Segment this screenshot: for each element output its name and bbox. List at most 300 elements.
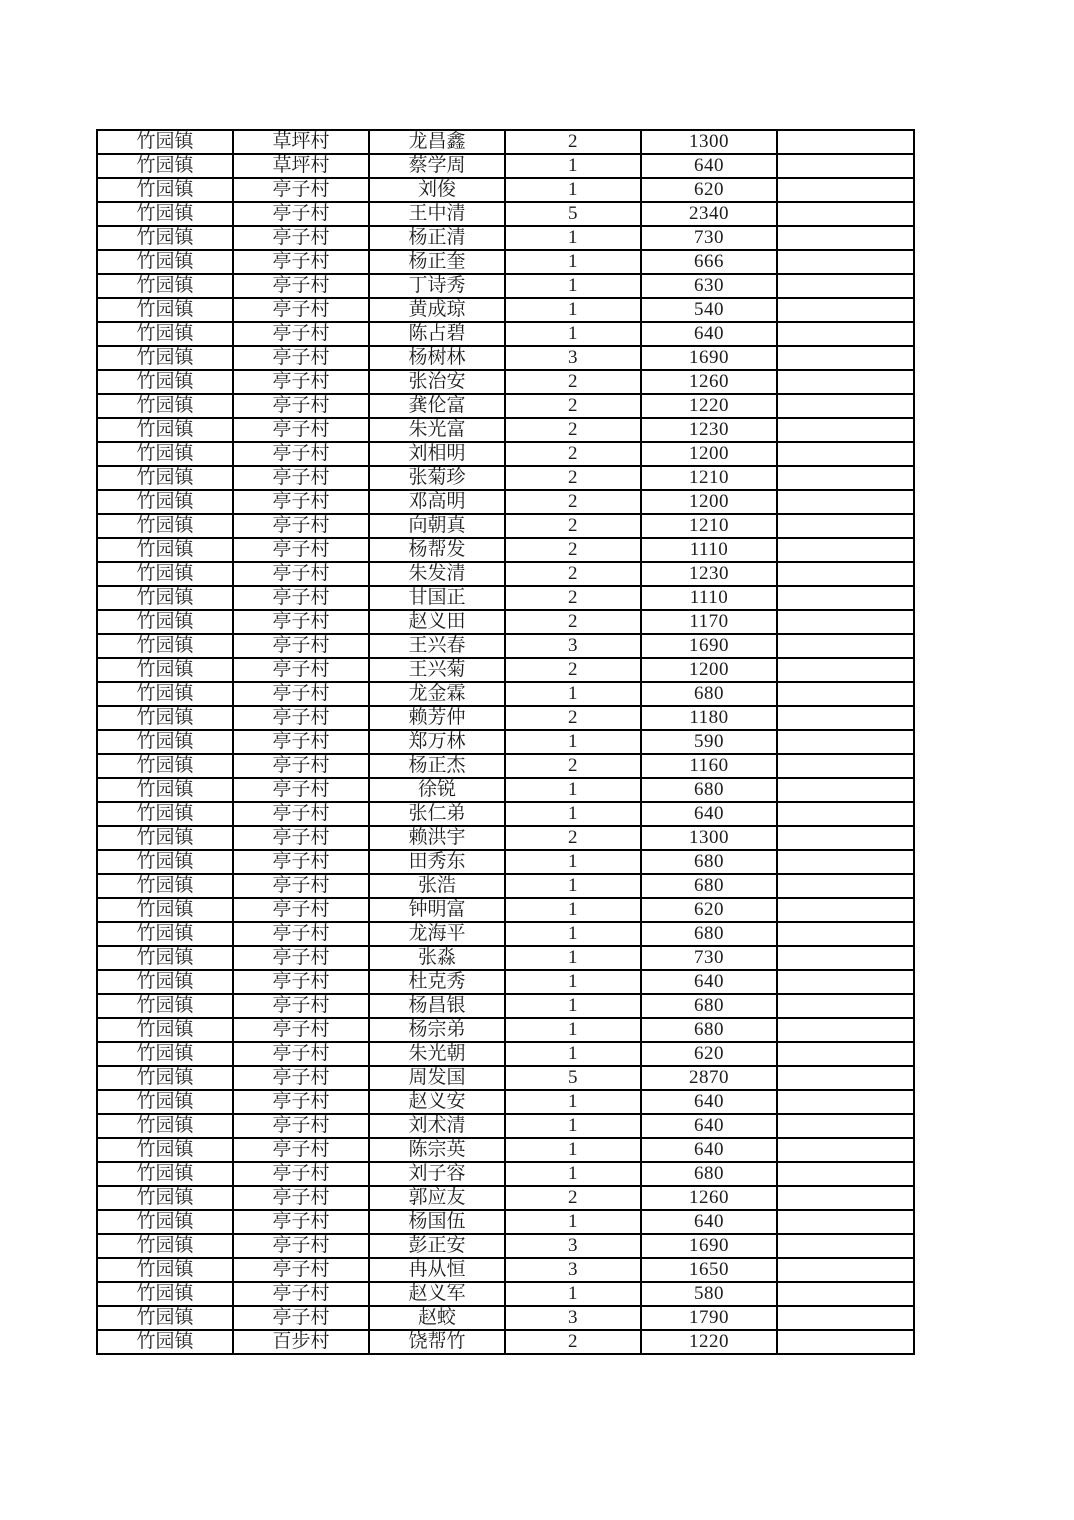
cell-remark: [777, 370, 914, 394]
cell-village: 亭子村: [233, 538, 369, 562]
cell-remark: [777, 1282, 914, 1306]
table-row: [97, 730, 914, 754]
table-row: [97, 1090, 914, 1114]
cell-remark: [777, 298, 914, 322]
cell-village: 草坪村: [233, 130, 369, 154]
cell-amount: 1210: [641, 514, 777, 538]
cell-amount: 640: [641, 1138, 777, 1162]
cell-person-name: 赵义军: [369, 1282, 505, 1306]
cell-remark: [777, 898, 914, 922]
cell-amount: 1300: [641, 130, 777, 154]
cell-remark: [777, 130, 914, 154]
cell-person-name: 郭应友: [369, 1186, 505, 1210]
cell-town: 竹园镇: [97, 1306, 233, 1330]
cell-person-name: 黄成琼: [369, 298, 505, 322]
table-row: [97, 682, 914, 706]
cell-count: 1: [505, 682, 641, 706]
table-row: [97, 394, 914, 418]
cell-count: 2: [505, 490, 641, 514]
cell-person-name: 徐锐: [369, 778, 505, 802]
cell-town: 竹园镇: [97, 1258, 233, 1282]
table-row: [97, 490, 914, 514]
cell-village: 亭子村: [233, 226, 369, 250]
cell-village: 亭子村: [233, 394, 369, 418]
cell-count: 1: [505, 1090, 641, 1114]
cell-count: 2: [505, 754, 641, 778]
cell-amount: 540: [641, 298, 777, 322]
cell-town: 竹园镇: [97, 1210, 233, 1234]
cell-remark: [777, 1186, 914, 1210]
cell-amount: 730: [641, 226, 777, 250]
cell-amount: 1260: [641, 1186, 777, 1210]
cell-village: 亭子村: [233, 1114, 369, 1138]
cell-village: 亭子村: [233, 826, 369, 850]
cell-count: 1: [505, 850, 641, 874]
cell-village: 亭子村: [233, 682, 369, 706]
cell-amount: 630: [641, 274, 777, 298]
cell-amount: 1230: [641, 562, 777, 586]
cell-count: 2: [505, 562, 641, 586]
cell-count: 2: [505, 442, 641, 466]
cell-count: 1: [505, 1138, 641, 1162]
cell-amount: 680: [641, 850, 777, 874]
cell-town: 竹园镇: [97, 178, 233, 202]
cell-town: 竹园镇: [97, 970, 233, 994]
cell-count: 2: [505, 538, 641, 562]
cell-person-name: 杨正清: [369, 226, 505, 250]
cell-person-name: 钟明富: [369, 898, 505, 922]
cell-count: 1: [505, 274, 641, 298]
cell-person-name: 朱光富: [369, 418, 505, 442]
cell-amount: 620: [641, 1042, 777, 1066]
cell-count: 1: [505, 778, 641, 802]
cell-person-name: 龚伦富: [369, 394, 505, 418]
cell-count: 3: [505, 1234, 641, 1258]
cell-person-name: 赵蛟: [369, 1306, 505, 1330]
cell-count: 1: [505, 1282, 641, 1306]
cell-person-name: 张仁弟: [369, 802, 505, 826]
cell-remark: [777, 778, 914, 802]
cell-remark: [777, 1330, 914, 1354]
table-row: [97, 1306, 914, 1330]
cell-town: 竹园镇: [97, 274, 233, 298]
cell-remark: [777, 562, 914, 586]
cell-remark: [777, 178, 914, 202]
table-row: [97, 250, 914, 274]
cell-amount: 580: [641, 1282, 777, 1306]
cell-remark: [777, 946, 914, 970]
cell-person-name: 张菊珍: [369, 466, 505, 490]
cell-person-name: 邓高明: [369, 490, 505, 514]
cell-person-name: 杨帮发: [369, 538, 505, 562]
cell-amount: 640: [641, 970, 777, 994]
cell-amount: 2870: [641, 1066, 777, 1090]
table-row: [97, 826, 914, 850]
cell-village: 亭子村: [233, 1138, 369, 1162]
cell-person-name: 蔡学周: [369, 154, 505, 178]
cell-village: 亭子村: [233, 730, 369, 754]
cell-person-name: 饶帮竹: [369, 1330, 505, 1354]
cell-amount: 1690: [641, 1234, 777, 1258]
cell-village: 亭子村: [233, 754, 369, 778]
cell-town: 竹园镇: [97, 418, 233, 442]
cell-village: 亭子村: [233, 1306, 369, 1330]
cell-amount: 680: [641, 1162, 777, 1186]
cell-person-name: 杨正奎: [369, 250, 505, 274]
cell-person-name: 龙昌鑫: [369, 130, 505, 154]
cell-amount: 1110: [641, 538, 777, 562]
cell-remark: [777, 250, 914, 274]
cell-town: 竹园镇: [97, 298, 233, 322]
cell-remark: [777, 154, 914, 178]
table-row: [97, 346, 914, 370]
cell-person-name: 王中清: [369, 202, 505, 226]
cell-village: 亭子村: [233, 778, 369, 802]
table-row: [97, 514, 914, 538]
cell-village: 草坪村: [233, 154, 369, 178]
cell-amount: 2340: [641, 202, 777, 226]
cell-village: 亭子村: [233, 634, 369, 658]
cell-person-name: 周发国: [369, 1066, 505, 1090]
cell-amount: 1200: [641, 442, 777, 466]
cell-remark: [777, 1042, 914, 1066]
cell-person-name: 张淼: [369, 946, 505, 970]
cell-count: 1: [505, 298, 641, 322]
data-table: [96, 129, 915, 1355]
cell-village: 亭子村: [233, 1186, 369, 1210]
cell-remark: [777, 730, 914, 754]
cell-count: 3: [505, 1306, 641, 1330]
cell-village: 亭子村: [233, 274, 369, 298]
cell-amount: 640: [641, 802, 777, 826]
table-row: [97, 778, 914, 802]
cell-person-name: 丁诗秀: [369, 274, 505, 298]
cell-count: 1: [505, 874, 641, 898]
cell-count: 2: [505, 1186, 641, 1210]
table-row: [97, 754, 914, 778]
cell-village: 亭子村: [233, 442, 369, 466]
cell-amount: 620: [641, 178, 777, 202]
cell-count: 1: [505, 1042, 641, 1066]
table-row: [97, 370, 914, 394]
cell-amount: 1110: [641, 586, 777, 610]
cell-amount: 640: [641, 1090, 777, 1114]
cell-person-name: 杨树林: [369, 346, 505, 370]
table-row: [97, 970, 914, 994]
cell-count: 1: [505, 1210, 641, 1234]
cell-remark: [777, 1114, 914, 1138]
cell-remark: [777, 706, 914, 730]
cell-person-name: 赵义安: [369, 1090, 505, 1114]
cell-remark: [777, 1162, 914, 1186]
cell-remark: [777, 754, 914, 778]
cell-amount: 680: [641, 682, 777, 706]
cell-remark: [777, 682, 914, 706]
cell-village: 亭子村: [233, 850, 369, 874]
cell-count: 2: [505, 706, 641, 730]
cell-village: 亭子村: [233, 922, 369, 946]
cell-town: 竹园镇: [97, 874, 233, 898]
cell-amount: 680: [641, 778, 777, 802]
cell-town: 竹园镇: [97, 778, 233, 802]
cell-count: 1: [505, 994, 641, 1018]
cell-village: 亭子村: [233, 970, 369, 994]
cell-remark: [777, 1210, 914, 1234]
cell-town: 竹园镇: [97, 1018, 233, 1042]
cell-amount: 640: [641, 154, 777, 178]
cell-town: 竹园镇: [97, 1162, 233, 1186]
cell-village: 亭子村: [233, 994, 369, 1018]
cell-count: 5: [505, 1066, 641, 1090]
cell-remark: [777, 202, 914, 226]
cell-amount: 666: [641, 250, 777, 274]
cell-person-name: 冉从恒: [369, 1258, 505, 1282]
cell-town: 竹园镇: [97, 610, 233, 634]
table-row: [97, 322, 914, 346]
cell-remark: [777, 610, 914, 634]
cell-village: 亭子村: [233, 946, 369, 970]
cell-remark: [777, 394, 914, 418]
cell-remark: [777, 1234, 914, 1258]
table-row: [97, 1066, 914, 1090]
cell-person-name: 杨宗弟: [369, 1018, 505, 1042]
cell-town: 竹园镇: [97, 562, 233, 586]
cell-town: 竹园镇: [97, 346, 233, 370]
cell-person-name: 杜克秀: [369, 970, 505, 994]
cell-village: 亭子村: [233, 802, 369, 826]
cell-town: 竹园镇: [97, 130, 233, 154]
cell-village: 亭子村: [233, 178, 369, 202]
cell-town: 竹园镇: [97, 1234, 233, 1258]
cell-remark: [777, 994, 914, 1018]
table-row: [97, 610, 914, 634]
cell-remark: [777, 274, 914, 298]
cell-village: 亭子村: [233, 418, 369, 442]
cell-remark: [777, 850, 914, 874]
cell-count: 3: [505, 1258, 641, 1282]
cell-town: 竹园镇: [97, 754, 233, 778]
cell-amount: 1220: [641, 394, 777, 418]
cell-person-name: 王兴菊: [369, 658, 505, 682]
table-row: [97, 418, 914, 442]
table-row: [97, 1258, 914, 1282]
cell-count: 1: [505, 730, 641, 754]
cell-person-name: 王兴春: [369, 634, 505, 658]
cell-village: 亭子村: [233, 298, 369, 322]
cell-town: 竹园镇: [97, 634, 233, 658]
cell-person-name: 赵义田: [369, 610, 505, 634]
cell-amount: 1690: [641, 634, 777, 658]
cell-town: 竹园镇: [97, 1186, 233, 1210]
cell-village: 亭子村: [233, 1258, 369, 1282]
cell-town: 竹园镇: [97, 802, 233, 826]
table-row: [97, 226, 914, 250]
cell-town: 竹园镇: [97, 538, 233, 562]
cell-town: 竹园镇: [97, 682, 233, 706]
table-row: [97, 898, 914, 922]
table-row: [97, 1114, 914, 1138]
cell-remark: [777, 1090, 914, 1114]
cell-remark: [777, 538, 914, 562]
cell-person-name: 刘俊: [369, 178, 505, 202]
cell-person-name: 刘相明: [369, 442, 505, 466]
table-row: [97, 442, 914, 466]
cell-town: 竹园镇: [97, 250, 233, 274]
cell-town: 竹园镇: [97, 658, 233, 682]
cell-remark: [777, 442, 914, 466]
cell-person-name: 刘子容: [369, 1162, 505, 1186]
table-row: [97, 1330, 914, 1354]
cell-village: 亭子村: [233, 586, 369, 610]
table-row: [97, 1186, 914, 1210]
cell-person-name: 朱光朝: [369, 1042, 505, 1066]
table-row: [97, 874, 914, 898]
cell-town: 竹园镇: [97, 514, 233, 538]
cell-person-name: 田秀东: [369, 850, 505, 874]
cell-person-name: 张治安: [369, 370, 505, 394]
cell-town: 竹园镇: [97, 394, 233, 418]
cell-person-name: 陈宗英: [369, 1138, 505, 1162]
cell-remark: [777, 1138, 914, 1162]
cell-town: 竹园镇: [97, 370, 233, 394]
cell-village: 亭子村: [233, 1210, 369, 1234]
cell-remark: [777, 346, 914, 370]
cell-amount: 1300: [641, 826, 777, 850]
cell-person-name: 杨正杰: [369, 754, 505, 778]
cell-remark: [777, 634, 914, 658]
cell-count: 2: [505, 826, 641, 850]
cell-person-name: 赖芳仲: [369, 706, 505, 730]
cell-person-name: 龙海平: [369, 922, 505, 946]
cell-remark: [777, 490, 914, 514]
cell-count: 2: [505, 1330, 641, 1354]
cell-amount: 1170: [641, 610, 777, 634]
table-row: [97, 1042, 914, 1066]
cell-village: 亭子村: [233, 1042, 369, 1066]
cell-town: 竹园镇: [97, 706, 233, 730]
cell-remark: [777, 1258, 914, 1282]
cell-town: 竹园镇: [97, 1042, 233, 1066]
table-row: [97, 946, 914, 970]
cell-remark: [777, 922, 914, 946]
cell-count: 1: [505, 1018, 641, 1042]
cell-count: 2: [505, 130, 641, 154]
cell-village: 亭子村: [233, 490, 369, 514]
cell-amount: 1790: [641, 1306, 777, 1330]
cell-amount: 640: [641, 1210, 777, 1234]
cell-town: 竹园镇: [97, 1138, 233, 1162]
cell-village: 亭子村: [233, 466, 369, 490]
cell-village: 亭子村: [233, 202, 369, 226]
cell-remark: [777, 874, 914, 898]
cell-village: 亭子村: [233, 874, 369, 898]
cell-town: 竹园镇: [97, 826, 233, 850]
cell-count: 2: [505, 466, 641, 490]
cell-town: 竹园镇: [97, 586, 233, 610]
cell-remark: [777, 514, 914, 538]
cell-town: 竹园镇: [97, 226, 233, 250]
table-row: [97, 1282, 914, 1306]
cell-town: 竹园镇: [97, 946, 233, 970]
cell-village: 亭子村: [233, 322, 369, 346]
table-row: [97, 538, 914, 562]
cell-remark: [777, 658, 914, 682]
cell-village: 亭子村: [233, 898, 369, 922]
cell-amount: 680: [641, 922, 777, 946]
cell-remark: [777, 466, 914, 490]
table-row: [97, 802, 914, 826]
cell-remark: [777, 970, 914, 994]
cell-remark: [777, 826, 914, 850]
table-body: [97, 130, 914, 1354]
cell-person-name: 向朝真: [369, 514, 505, 538]
cell-village: 亭子村: [233, 250, 369, 274]
table-row: [97, 1210, 914, 1234]
cell-amount: 1220: [641, 1330, 777, 1354]
cell-count: 1: [505, 250, 641, 274]
table-row: [97, 298, 914, 322]
table-row: [97, 178, 914, 202]
table-row: [97, 154, 914, 178]
table-row: [97, 994, 914, 1018]
cell-amount: 590: [641, 730, 777, 754]
cell-amount: 680: [641, 1018, 777, 1042]
cell-amount: 1650: [641, 1258, 777, 1282]
cell-count: 3: [505, 346, 641, 370]
cell-town: 竹园镇: [97, 1330, 233, 1354]
cell-town: 竹园镇: [97, 466, 233, 490]
cell-count: 2: [505, 610, 641, 634]
cell-person-name: 杨国伍: [369, 1210, 505, 1234]
cell-count: 2: [505, 514, 641, 538]
cell-remark: [777, 1306, 914, 1330]
table-row: [97, 1018, 914, 1042]
cell-remark: [777, 322, 914, 346]
cell-count: 2: [505, 658, 641, 682]
table-row: [97, 1162, 914, 1186]
cell-town: 竹园镇: [97, 1114, 233, 1138]
table-row: [97, 130, 914, 154]
cell-person-name: 杨昌银: [369, 994, 505, 1018]
cell-town: 竹园镇: [97, 922, 233, 946]
cell-village: 亭子村: [233, 1282, 369, 1306]
cell-town: 竹园镇: [97, 442, 233, 466]
cell-amount: 640: [641, 1114, 777, 1138]
cell-amount: 1200: [641, 658, 777, 682]
cell-count: 1: [505, 1162, 641, 1186]
cell-amount: 1690: [641, 346, 777, 370]
cell-person-name: 朱发清: [369, 562, 505, 586]
cell-village: 亭子村: [233, 1018, 369, 1042]
cell-amount: 1230: [641, 418, 777, 442]
cell-amount: 680: [641, 874, 777, 898]
cell-remark: [777, 802, 914, 826]
cell-village: 亭子村: [233, 346, 369, 370]
cell-town: 竹园镇: [97, 202, 233, 226]
cell-count: 5: [505, 202, 641, 226]
cell-count: 1: [505, 970, 641, 994]
cell-person-name: 彭正安: [369, 1234, 505, 1258]
cell-count: 1: [505, 946, 641, 970]
cell-town: 竹园镇: [97, 994, 233, 1018]
cell-count: 3: [505, 634, 641, 658]
cell-village: 百步村: [233, 1330, 369, 1354]
cell-town: 竹园镇: [97, 322, 233, 346]
cell-count: 2: [505, 394, 641, 418]
table-row: [97, 466, 914, 490]
table-row: [97, 658, 914, 682]
cell-village: 亭子村: [233, 562, 369, 586]
